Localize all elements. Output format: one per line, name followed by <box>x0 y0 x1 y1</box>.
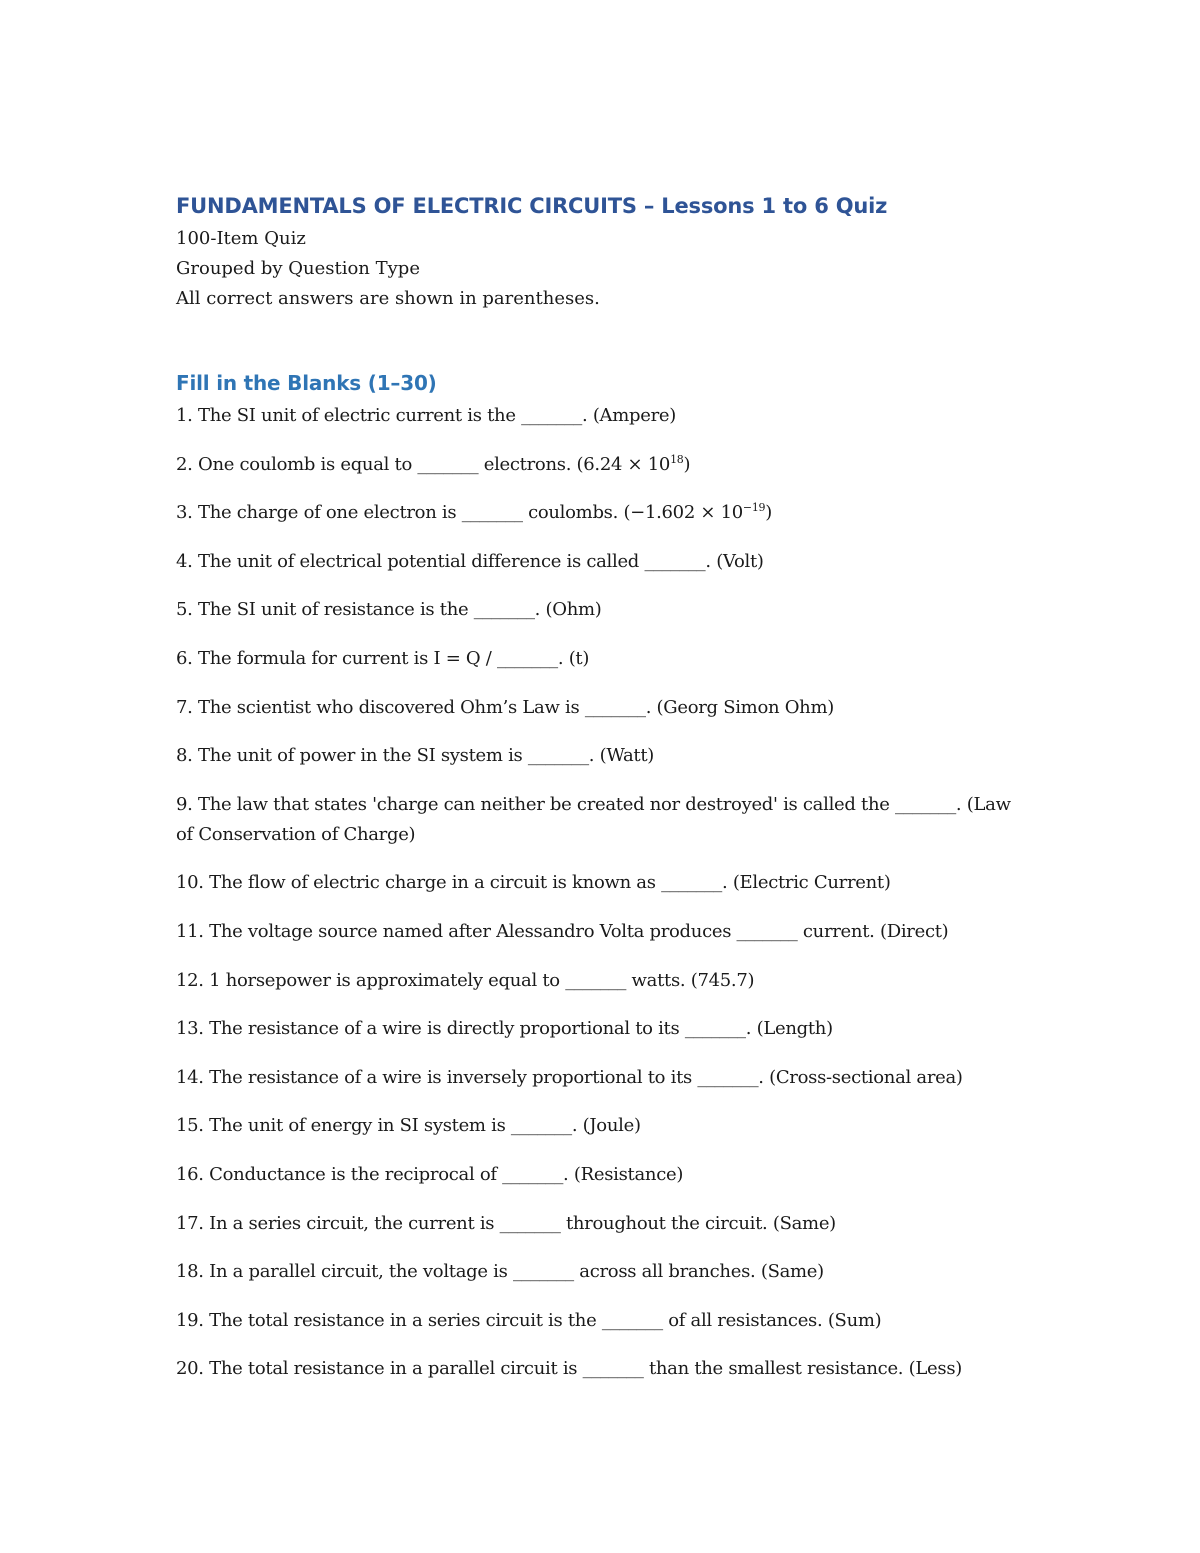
question-item <box>176 1063 1016 1093</box>
question-text: 2. One coulomb is equal to _______ electrons. (6.24 × 10 <box>176 453 671 475</box>
question-item <box>176 1354 1016 1384</box>
question-item <box>176 790 1016 850</box>
question-item <box>176 644 1016 674</box>
question-text: 9. The law that states 'charge can neither be created nor destroyed' is called the _______. (Law of Conservation of Charge) <box>176 793 1011 845</box>
document-title: FUNDAMENTALS OF ELECTRIC CIRCUITS – Lessons 1 to 6 Quiz <box>176 194 888 218</box>
question-item <box>176 547 1016 577</box>
question-item <box>176 1014 1016 1044</box>
question-item <box>176 1306 1016 1336</box>
question-item <box>176 917 1016 947</box>
quiz-info-line: 100-Item Quiz <box>176 228 306 249</box>
question-text: 7. The scientist who discovered Ohm’s Law is _______. (Georg Simon Ohm) <box>176 696 834 718</box>
question-item <box>176 868 1016 898</box>
question-text-end: ) <box>683 453 691 475</box>
question-text: 14. The resistance of a wire is inversely proportional to its _______. (Cross-sectional area) <box>176 1066 963 1088</box>
exponent: 18 <box>670 452 684 466</box>
quiz-info <box>176 224 1016 314</box>
question-item <box>176 1160 1016 1190</box>
question-text-end: ) <box>765 502 772 524</box>
question-text: 17. In a series circuit, the current is _______ throughout the circuit. (Same) <box>176 1212 836 1234</box>
question-text: 3. The charge of one electron is _______ coulombs. (−1.602 × 10 <box>176 502 743 524</box>
question-item <box>176 1257 1016 1287</box>
document-page <box>176 190 1016 1403</box>
quiz-info-line: Grouped by Question Type <box>176 258 420 279</box>
question-text: 5. The SI unit of resistance is the _______. (Ohm) <box>176 599 602 621</box>
question-item <box>176 401 1016 431</box>
question-text: 16. Conductance is the reciprocal of _______. (Resistance) <box>176 1163 684 1185</box>
question-text: 6. The formula for current is I = Q / _______. (t) <box>176 647 590 669</box>
question-text: 1. The SI unit of electric current is the _______. (Ampere) <box>176 405 676 426</box>
question-text: 19. The total resistance in a series circuit is the _______ of all resistances. (Sum) <box>176 1309 882 1331</box>
question-text: 12. 1 horsepower is approximately equal to _______ watts. (745.7) <box>176 969 755 991</box>
question-item <box>176 498 1016 528</box>
question-text: 13. The resistance of a wire is directly proportional to its _______. (Length) <box>176 1018 833 1040</box>
question-item <box>176 450 1016 480</box>
question-item <box>176 595 1016 625</box>
question-item <box>176 693 1016 723</box>
question-text: 11. The voltage source named after Alessandro Volta produces _______ current. (Direct) <box>176 920 949 942</box>
question-item <box>176 741 1016 771</box>
exponent: −19 <box>742 501 766 515</box>
question-item <box>176 1209 1016 1239</box>
quiz-info-line: All correct answers are shown in parentheses. <box>176 288 600 309</box>
question-text: 10. The flow of electric charge in a circuit is known as _______. (Electric Current) <box>176 872 891 894</box>
question-list <box>176 401 1016 1384</box>
question-text: 20. The total resistance in a parallel circuit is _______ than the smallest resistance. (Less) <box>176 1358 962 1380</box>
question-text: 15. The unit of energy in SI system is _______. (Joule) <box>176 1115 641 1137</box>
question-item <box>176 966 1016 996</box>
section-heading: Fill in the Blanks (1–30) <box>176 371 437 395</box>
question-item <box>176 1111 1016 1141</box>
question-text: 8. The unit of power in the SI system is _______. (Watt) <box>176 745 655 767</box>
question-text: 18. In a parallel circuit, the voltage is _______ across all branches. (Same) <box>176 1261 824 1283</box>
question-text: 4. The unit of electrical potential difference is called _______. (Volt) <box>176 550 764 572</box>
